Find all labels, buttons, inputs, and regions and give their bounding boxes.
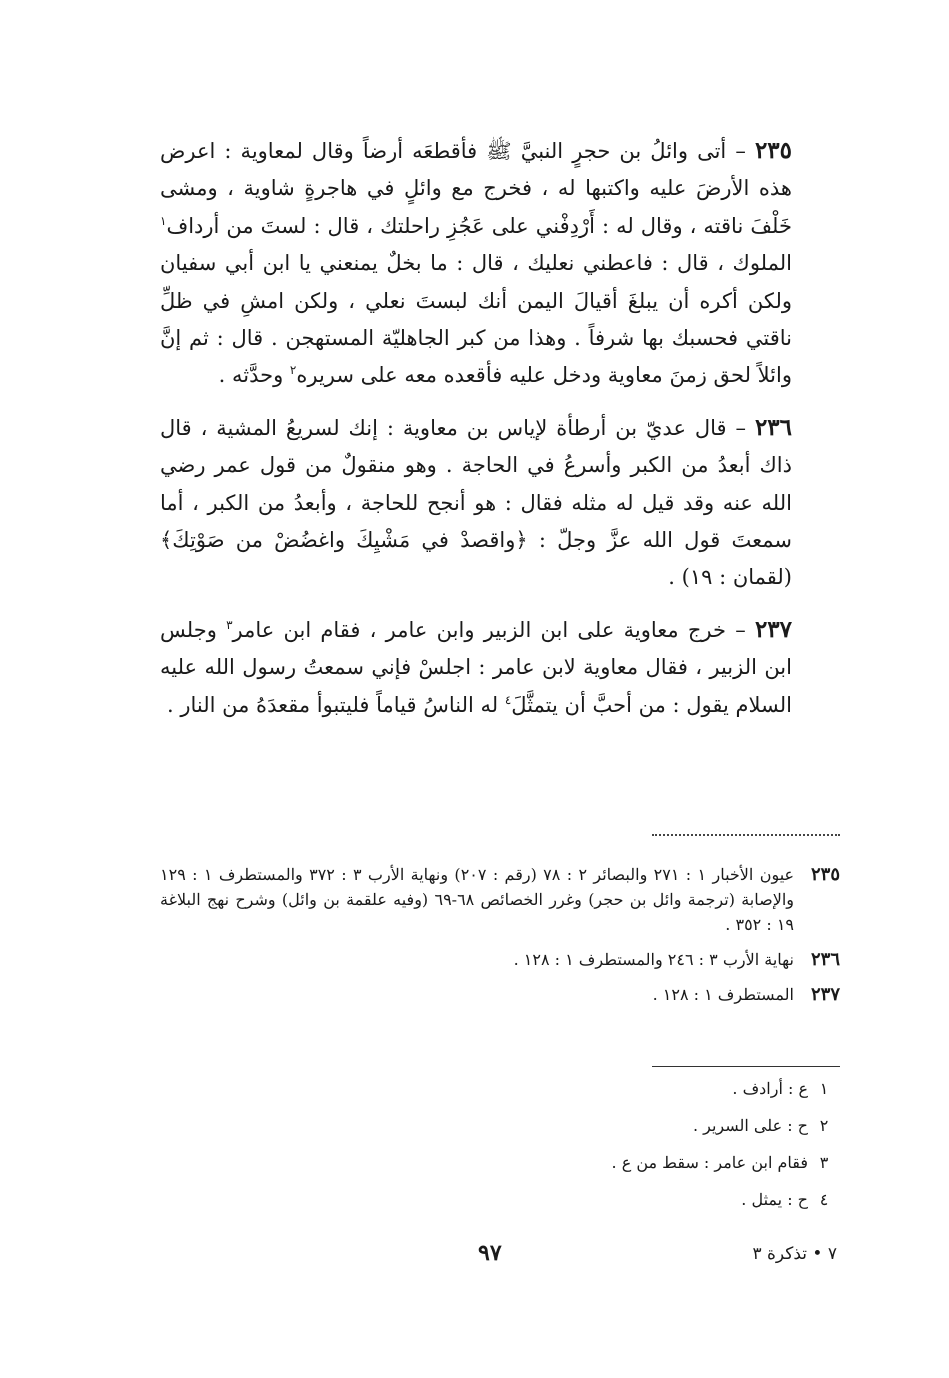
entry-number: ٢٣٦	[754, 413, 792, 441]
footnote-mark: ٢	[289, 363, 297, 378]
entry-text-part: له الناسُ قياماً فليتبوأ مقعدَهُ من النار .	[167, 692, 505, 717]
footnote-number: ٢	[819, 1116, 829, 1135]
source-text: نهاية الأرب ٣ : ٢٤٦ والمستطرف ١ : ١٢٨ .	[513, 950, 794, 969]
source-item	[160, 862, 840, 937]
solid-divider	[652, 1066, 840, 1067]
entry-text-part: أتى وائلُ بن حجرٍ النبيَّ ﷺ فأقطعَه أرضاً وقال لمعاوية : اعرض هذه الأرضَ عليه واكتبها له ، فخرج مع وائلٍ في هاجرةٍ شاوية ، ومشى خَلْفَ ناقته ، وقال له : أَرْدِفْني على عَجُزِ راحلتك ، قال : لستَ من أرداف	[160, 139, 792, 238]
sources-list	[160, 862, 840, 1017]
entry-text-part: قال عديّ بن أرطأة لإياس بن معاوية : إنك لسريعُ المشية ، قال ذاك أبعدُ من الكبر وأسرعُ في الحاجة . وهو منقولٌ من قول عمر رضي الله عنه وقد قيل له مثله فقال : هو أنجح للحاجة ، وأبعدُ من الكبر ، أما سمعتَ قول الله عزَّ وجلّ : ﴿واقصدْ في مَشْيِكَ واغضُضْ من صَوْتِكَ﴾ (لقمان : ١٩) .	[160, 415, 792, 590]
footnote-text: ع : أرادف .	[732, 1079, 808, 1098]
source-number: ٢٣٧	[810, 984, 840, 1005]
entry-text-part: وجلس ابن الزبير ، فقال معاوية لابن عامر : اجلسْ فإني سمعتُ رسول الله عليه السلام يقول : من أحبَّ أن يتمثَّلَ	[160, 617, 792, 717]
source-item	[160, 982, 840, 1007]
footnotes-list	[400, 1076, 840, 1224]
footnote-text: ح : على السرير .	[692, 1116, 808, 1135]
page-number: ٩٧	[478, 1240, 502, 1266]
footnote-number: ٣	[819, 1153, 829, 1172]
entry-236	[160, 409, 792, 597]
footnote-number: ٤	[819, 1190, 829, 1209]
footnote-text: ح : يمثل .	[741, 1190, 808, 1209]
footnote-mark: ٣	[226, 617, 233, 632]
source-number: ٢٣٦	[810, 949, 840, 970]
entry-number: ٢٣٧	[754, 615, 792, 643]
footnote-mark: ١	[160, 213, 167, 228]
main-text	[160, 132, 792, 738]
source-number: ٢٣٥	[810, 864, 840, 885]
footnote-item	[400, 1187, 840, 1213]
entry-237	[160, 611, 792, 724]
entry-text-part: الملوك ، قال : فاعطني نعليك ، قال : ما بخلٌ يمنعني يا ابن أبي سفيان ولكن أكره أن يبلغَ أقيالَ اليمن أنك لبستَ نعلي ، ولكن امشِ في ظلِّ ناقتي فحسبك بها شرفاً . وهذا من كبر الجاهليّة المستهجن . قال : ثم إنَّ وائلاً لحق زمنَ معاوية ودخل عليه فأقعده معه على سريره	[160, 251, 792, 388]
footnote-item	[400, 1113, 840, 1139]
entry-dash: –	[726, 139, 746, 163]
footnote-item	[400, 1076, 840, 1102]
source-item	[160, 947, 840, 972]
source-text: المستطرف ١ : ١٢٨ .	[652, 985, 794, 1004]
dotted-divider	[652, 834, 840, 836]
entry-dash: –	[725, 617, 746, 642]
footnote-number: ١	[819, 1079, 829, 1098]
entry-text-part: وحدَّثه .	[218, 363, 290, 388]
printer-signature: ٧ • تذكرة ٣	[752, 1244, 837, 1264]
source-text: عيون الأخبار ١ : ٢٧١ والبصائر ٢ : ٧٨ (رقم : ٢٠٧) ونهاية الأرب ٣ : ٣٧٢ والمستطرف ١ : ١٢٩ والإصابة (ترجمة وائل بن حجر) وغرر الخصائص ٦٨-٦٩ (وفيه علقمة بن وائل) وشرح نهج البلاغة ١٩ : ٣٥٢ .	[160, 865, 795, 934]
entry-text-part: خرج معاوية على ابن الزبير وابن عامر ، فقام ابن عامر	[232, 617, 726, 642]
footnote-mark: ٤	[504, 692, 512, 707]
entry-235	[160, 132, 792, 395]
footnote-text: فقام ابن عامر : سقط من ع .	[611, 1153, 808, 1172]
entry-number: ٢٣٥	[754, 137, 792, 164]
entry-dash: –	[726, 415, 747, 440]
footnote-item	[400, 1150, 840, 1176]
